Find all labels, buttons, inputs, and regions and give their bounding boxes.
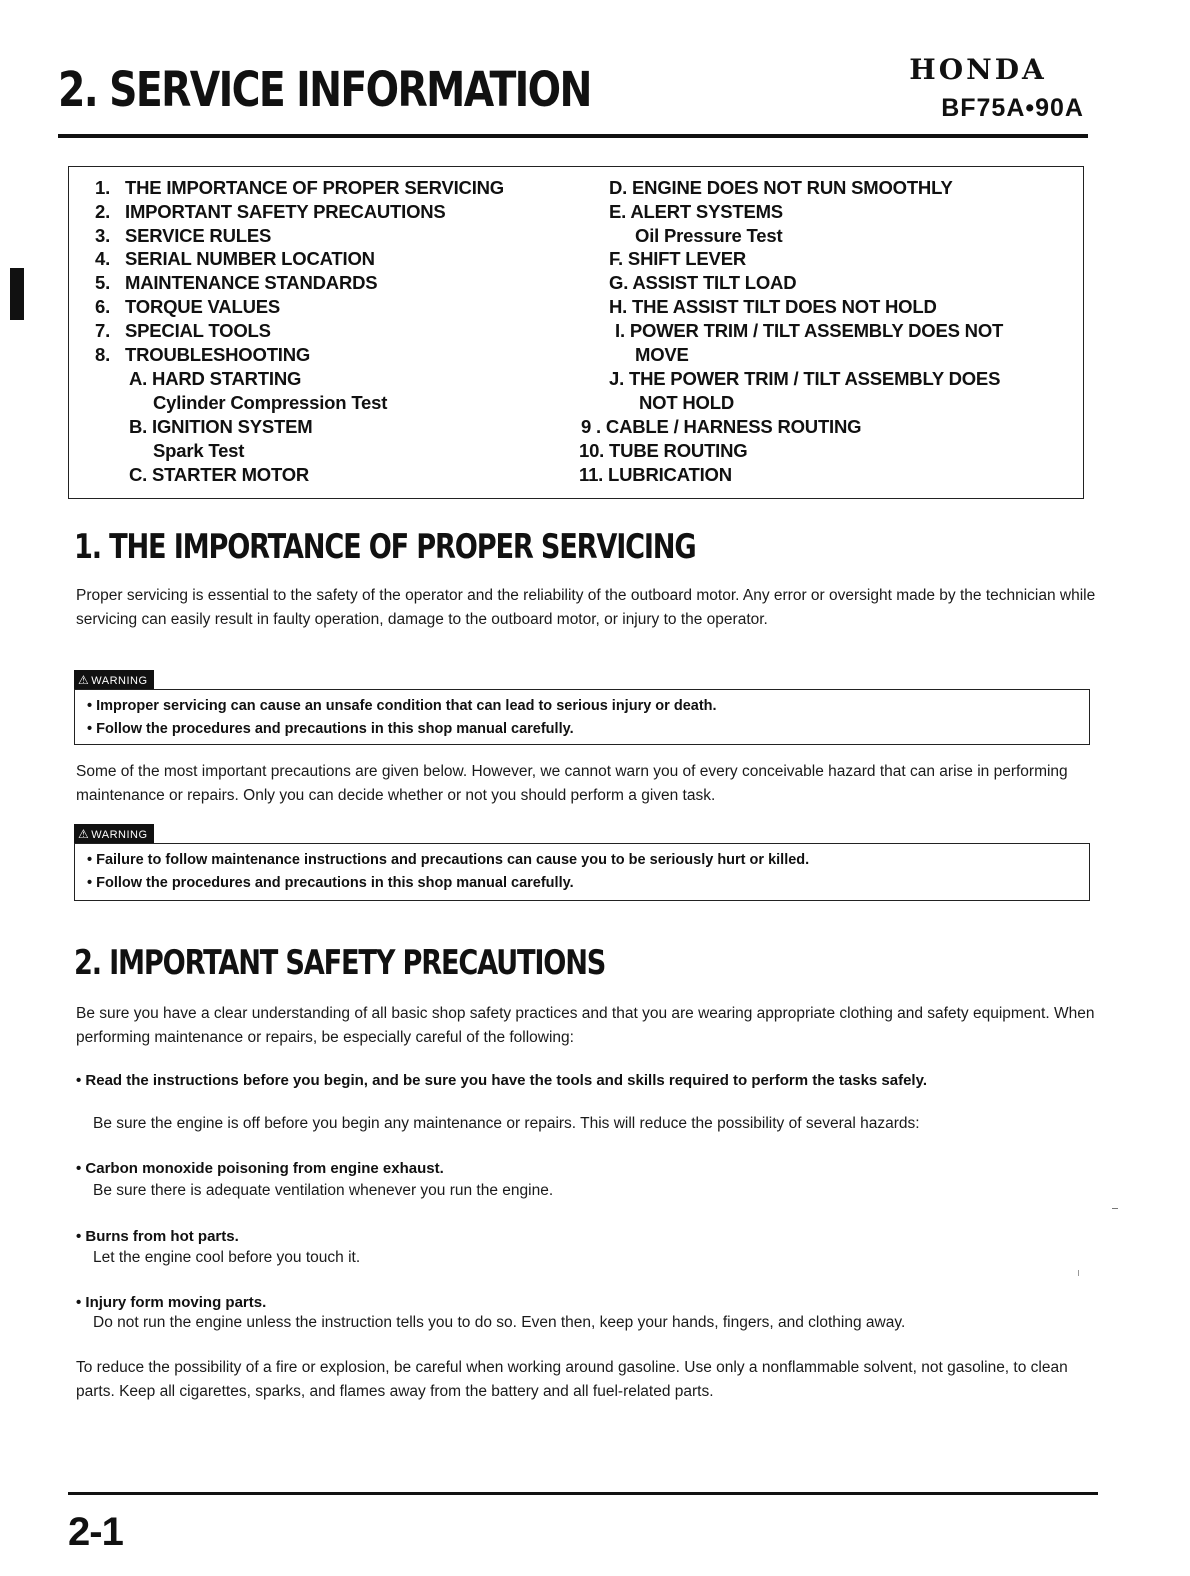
toc-item: 2. IMPORTANT SAFETY PRECAUTIONS bbox=[95, 201, 446, 222]
page-number: 2-1 bbox=[68, 1510, 123, 1554]
toc-item: I. POWER TRIM / TILT ASSEMBLY DOES NOT bbox=[615, 320, 1004, 341]
toc-item: G. ASSIST TILT LOAD bbox=[609, 272, 797, 293]
section-heading: 2. IMPORTANT SAFETY PRECAUTIONS bbox=[74, 943, 606, 983]
hazard-title: • Injury form moving parts. bbox=[76, 1294, 267, 1311]
toc-item: 8. TROUBLESHOOTING bbox=[95, 344, 311, 365]
warning-line: • Follow the procedures and precautions in this shop manual carefully. bbox=[87, 721, 574, 737]
warning-triangle-icon: ⚠ bbox=[78, 673, 90, 687]
paragraph: Some of the most important precautions are given below. However, we cannot warn you of every conceivable hazard that can arise in performing maintenance or repairs. Only you can decide whether or not you should perform a given task. bbox=[76, 763, 1068, 804]
warning-line: • Failure to follow maintenance instructions and precautions can cause you to be seriously hurt or killed. bbox=[87, 852, 810, 868]
paragraph: Be sure you have a clear understanding of all basic shop safety practices and that you are wearing appropriate clothing and safety equipment. When performing maintenance or repairs, be especially careful of the following: bbox=[76, 1005, 1095, 1046]
toc-item: 3. SERVICE RULES bbox=[95, 225, 272, 246]
warning-triangle-icon: ⚠ bbox=[78, 827, 90, 841]
toc-item-continued: MOVE bbox=[635, 344, 689, 365]
toc-subitem: C. STARTER MOTOR bbox=[129, 464, 310, 485]
toc-item: 11. LUBRICATION bbox=[579, 464, 732, 485]
toc-subitem: B. IGNITION SYSTEM bbox=[129, 416, 313, 437]
footer-divider bbox=[68, 1492, 1098, 1495]
section-heading: 1. THE IMPORTANCE OF PROPER SERVICING bbox=[74, 527, 696, 567]
brand-logo: HONDA bbox=[909, 53, 1047, 86]
toc-subitem: A. HARD STARTING bbox=[129, 368, 302, 389]
scan-mark bbox=[1112, 1208, 1118, 1209]
hazard-text: Let the engine cool before you touch it. bbox=[93, 1249, 361, 1266]
toc-item: F. SHIFT LEVER bbox=[609, 248, 746, 269]
warning-line: • Follow the procedures and precautions in this shop manual carefully. bbox=[87, 875, 574, 891]
toc-item: 9 . CABLE / HARNESS ROUTING bbox=[581, 416, 862, 437]
scan-mark bbox=[1078, 1270, 1079, 1276]
toc-subitem: Cylinder Compression Test bbox=[153, 392, 388, 413]
hazard-title: • Carbon monoxide poisoning from engine exhaust. bbox=[76, 1160, 444, 1177]
warning-line: • Improper servicing can cause an unsafe condition that can lead to serious injury or death. bbox=[87, 698, 717, 714]
bullet-item: • Read the instructions before you begin, and be sure you have the tools and skills required to perform the tasks safely. bbox=[76, 1072, 928, 1089]
warning-label: ⚠ WARNING bbox=[74, 824, 154, 844]
paragraph: To reduce the possibility of a fire or explosion, be careful when working around gasoline. Use only a nonflammable solvent, not gasoline, to clean parts. Keep all cigarettes, sparks, and flames away from the battery and all fuel-related parts. bbox=[76, 1359, 1068, 1400]
toc-subitem: Oil Pressure Test bbox=[635, 225, 783, 246]
hazard-text: Do not run the engine unless the instruction tells you to do so. Even then, keep your hands, fingers, and clothing away. bbox=[93, 1314, 906, 1331]
model-label: BF75A•90A bbox=[941, 94, 1084, 122]
hazard-text: Be sure there is adequate ventilation whenever you run the engine. bbox=[93, 1182, 554, 1199]
warning-label: ⚠ WARNING bbox=[74, 670, 154, 690]
toc-item-continued: NOT HOLD bbox=[639, 392, 735, 413]
warning-box bbox=[74, 843, 1090, 901]
toc-item: 10. TUBE ROUTING bbox=[579, 440, 748, 461]
header-divider bbox=[58, 134, 1088, 138]
toc-item: 6. TORQUE VALUES bbox=[95, 296, 281, 317]
toc-item: 7. SPECIAL TOOLS bbox=[95, 320, 271, 341]
toc-item: D. ENGINE DOES NOT RUN SMOOTHLY bbox=[609, 177, 953, 198]
table-of-contents bbox=[68, 166, 1084, 499]
toc-subitem: Spark Test bbox=[153, 440, 245, 461]
toc-item: J. THE POWER TRIM / TILT ASSEMBLY DOES bbox=[609, 368, 1001, 389]
toc-item: E. ALERT SYSTEMS bbox=[609, 201, 783, 222]
hazard-title: • Burns from hot parts. bbox=[76, 1228, 239, 1245]
warning-box bbox=[74, 689, 1090, 745]
toc-item: 1. THE IMPORTANCE OF PROPER SERVICING bbox=[95, 177, 504, 198]
toc-item: 4. SERIAL NUMBER LOCATION bbox=[95, 248, 375, 269]
paragraph: Be sure the engine is off before you begin any maintenance or repairs. This will reduce the possibility of several hazards: bbox=[93, 1115, 920, 1132]
paragraph: Proper servicing is essential to the safety of the operator and the reliability of the outboard motor. Any error or oversight made by the technician while servicing can easily result in faulty operation, damage to the outboard motor, or injury to the operator. bbox=[76, 587, 1096, 628]
chapter-title: 2. SERVICE INFORMATION bbox=[58, 62, 591, 118]
toc-item: H. THE ASSIST TILT DOES NOT HOLD bbox=[609, 296, 937, 317]
section-marker-tab bbox=[10, 268, 24, 320]
toc-item: 5. MAINTENANCE STANDARDS bbox=[95, 272, 378, 293]
